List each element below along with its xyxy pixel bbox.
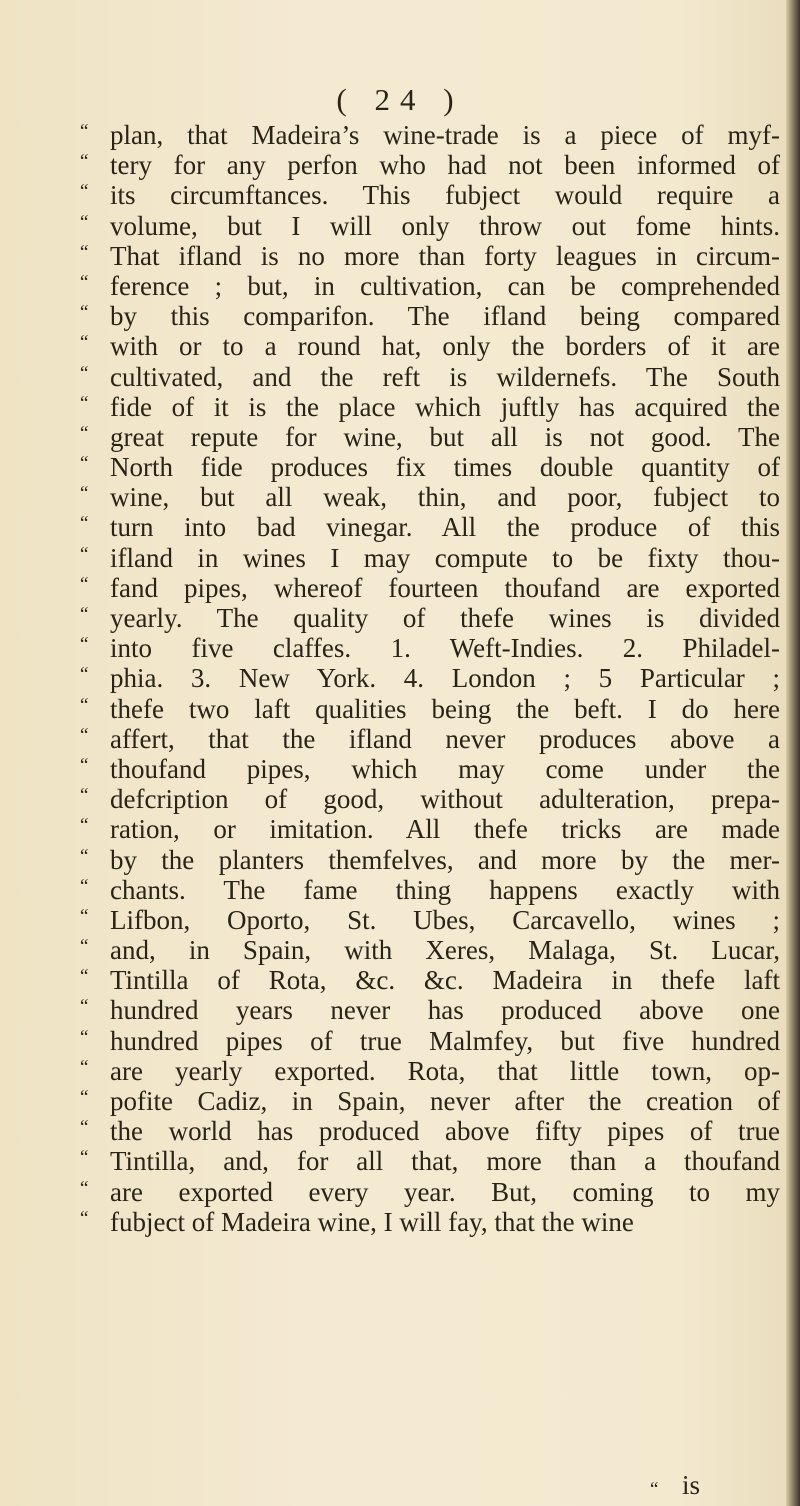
quote-mark: “ — [80, 573, 89, 595]
text-line — [80, 180, 780, 210]
quote-mark: “ — [80, 1056, 89, 1078]
quote-mark: “ — [80, 543, 89, 565]
line-text: thoufand pipes, which may come under the — [110, 753, 780, 784]
line-text: the world has produced above fifty pipes of true — [110, 1116, 780, 1147]
body-text — [80, 120, 780, 1237]
quote-mark: “ — [80, 1026, 89, 1048]
quote-mark: “ — [80, 815, 89, 837]
quote-mark: “ — [80, 936, 89, 958]
text-line — [80, 452, 780, 482]
text-line — [80, 1026, 780, 1056]
text-line — [80, 573, 780, 603]
quote-mark: “ — [80, 392, 89, 414]
line-text: hundred pipes of true Malmfey, but five hundred — [110, 1025, 780, 1056]
quote-mark: “ — [80, 875, 89, 897]
quote-mark: “ — [80, 181, 89, 203]
quote-mark: “ — [80, 694, 89, 716]
line-text: chants. The fame thing happens exactly with — [110, 874, 780, 905]
text-line — [80, 1207, 780, 1237]
quote-mark: “ — [80, 422, 89, 444]
text-line — [80, 875, 780, 905]
line-text: tery for any perfon who had not been informed of — [110, 150, 780, 181]
line-text: great repute for wine, but all is not good. The — [110, 421, 780, 452]
text-line — [80, 724, 780, 754]
line-text: yearly. The quality of thefe wines is divided — [110, 603, 780, 633]
line-text: into five claffes. 1. Weft-Indies. 2. Philadel- — [110, 633, 780, 664]
quote-mark: “ — [80, 151, 89, 173]
quote-mark: “ — [80, 905, 89, 927]
quote-mark: “ — [80, 1177, 89, 1199]
quote-mark: “ — [80, 1207, 89, 1229]
quote-mark: “ — [80, 302, 89, 324]
quote-mark: “ — [80, 211, 89, 233]
quote-mark: “ — [80, 121, 89, 142]
text-line — [80, 1056, 780, 1086]
quote-mark: “ — [80, 634, 89, 656]
quote-mark: “ — [80, 754, 89, 776]
text-line — [80, 362, 780, 392]
text-line — [80, 271, 780, 301]
text-line — [80, 150, 780, 180]
quote-mark: “ — [80, 724, 89, 746]
line-text: by the planters themfelves, and more by the mer- — [110, 844, 780, 875]
quote-mark: “ — [80, 332, 89, 354]
catchword: is — [682, 1470, 701, 1500]
text-line — [80, 694, 780, 724]
text-line — [80, 814, 780, 844]
text-line — [80, 543, 780, 573]
text-line — [80, 935, 780, 965]
line-text: hundred years never has produced above one — [110, 995, 780, 1026]
text-line — [80, 120, 780, 150]
line-text: wine, but all weak, thin, and poor, fubject to — [110, 482, 780, 513]
line-text: fand pipes, whereof fourteen thoufand are exported — [110, 572, 780, 603]
text-line — [80, 995, 780, 1025]
quote-mark: “ — [80, 664, 89, 686]
quote-mark: “ — [80, 845, 89, 867]
line-text: Tintilla, and, for all that, more than a thoufand — [110, 1146, 780, 1177]
line-text: pofite Cadiz, in Spain, never after the creation of — [110, 1086, 780, 1116]
text-line — [80, 392, 780, 422]
text-line — [80, 241, 780, 271]
line-text: Lifbon, Oporto, St. Ubes, Carcavello, wines ; — [110, 904, 780, 935]
line-text: thefe two laft qualities being the beft. I do here — [110, 693, 780, 724]
text-line — [80, 482, 780, 512]
quote-mark: “ — [80, 604, 89, 625]
line-text: by this comparifon. The ifland being compared — [110, 301, 780, 332]
text-line — [80, 331, 780, 361]
line-text: its circumftances. This fubject would require a — [110, 180, 780, 211]
catchword-line — [0, 1470, 800, 1505]
line-text: plan, that Madeira’s wine-trade is a piece of myf- — [110, 120, 780, 150]
text-line — [80, 1177, 780, 1207]
text-line — [80, 301, 780, 331]
line-text: cultivated, and the reft is wildernefs. The South — [110, 361, 780, 392]
quote-mark: “ — [650, 1479, 659, 1500]
page-edge-shadow — [786, 0, 800, 1506]
line-text: with or to a round hat, only the borders of it are — [110, 331, 780, 362]
text-line — [80, 211, 780, 241]
quote-mark: “ — [80, 453, 89, 475]
text-line — [80, 512, 780, 542]
text-line — [80, 603, 780, 633]
text-line — [80, 905, 780, 935]
quote-mark: “ — [80, 1117, 89, 1139]
line-text: defcription of good, without adulteration, prepa- — [110, 784, 780, 815]
line-text: That ifland is no more than forty leagues in circum- — [110, 240, 780, 271]
text-line — [80, 845, 780, 875]
quote-mark: “ — [80, 1087, 89, 1108]
text-line — [80, 784, 780, 814]
quote-mark: “ — [80, 966, 89, 988]
quote-mark: “ — [80, 785, 89, 807]
quote-mark: “ — [80, 483, 89, 505]
quote-mark: “ — [80, 1147, 89, 1169]
quote-mark: “ — [80, 362, 89, 384]
quote-mark: “ — [80, 241, 89, 263]
line-text: are yearly exported. Rota, that little town, op- — [110, 1055, 780, 1086]
text-line — [80, 965, 780, 995]
text-line — [80, 1146, 780, 1176]
text-line — [80, 663, 780, 693]
quote-mark: “ — [80, 271, 89, 293]
line-text: volume, but I will only throw out fome hints. — [110, 210, 780, 241]
line-text: fide of it is the place which juftly has acquired the — [110, 391, 780, 422]
line-text: fubject of Madeira wine, I will fay, that the wine — [110, 1206, 634, 1237]
text-line — [80, 422, 780, 452]
line-text: and, in Spain, with Xeres, Malaga, St. Lucar, — [110, 935, 780, 966]
line-text: North fide produces fix times double quantity of — [110, 452, 780, 483]
text-line — [80, 633, 780, 663]
text-line — [80, 1116, 780, 1146]
page-number: ( 24 ) — [336, 82, 464, 117]
line-text: ration, or imitation. All thefe tricks are made — [110, 814, 780, 845]
line-text: phia. 3. New York. 4. London ; 5 Particular ; — [110, 663, 780, 694]
text-line — [80, 1086, 780, 1116]
line-text: turn into bad vinegar. All the produce of this — [110, 512, 780, 543]
line-text: affert, that the ifland never produces above a — [110, 723, 780, 754]
line-text: ference ; but, in cultivation, can be comprehended — [110, 270, 780, 301]
line-text: ifland in wines I may compute to be fixty thou- — [110, 542, 780, 573]
line-text: Tintilla of Rota, &c. &c. Madeira in thefe laft — [110, 965, 780, 996]
line-text: are exported every year. But, coming to my — [110, 1176, 780, 1207]
quote-mark: “ — [80, 996, 89, 1018]
text-line — [80, 754, 780, 784]
quote-mark: “ — [80, 513, 89, 535]
